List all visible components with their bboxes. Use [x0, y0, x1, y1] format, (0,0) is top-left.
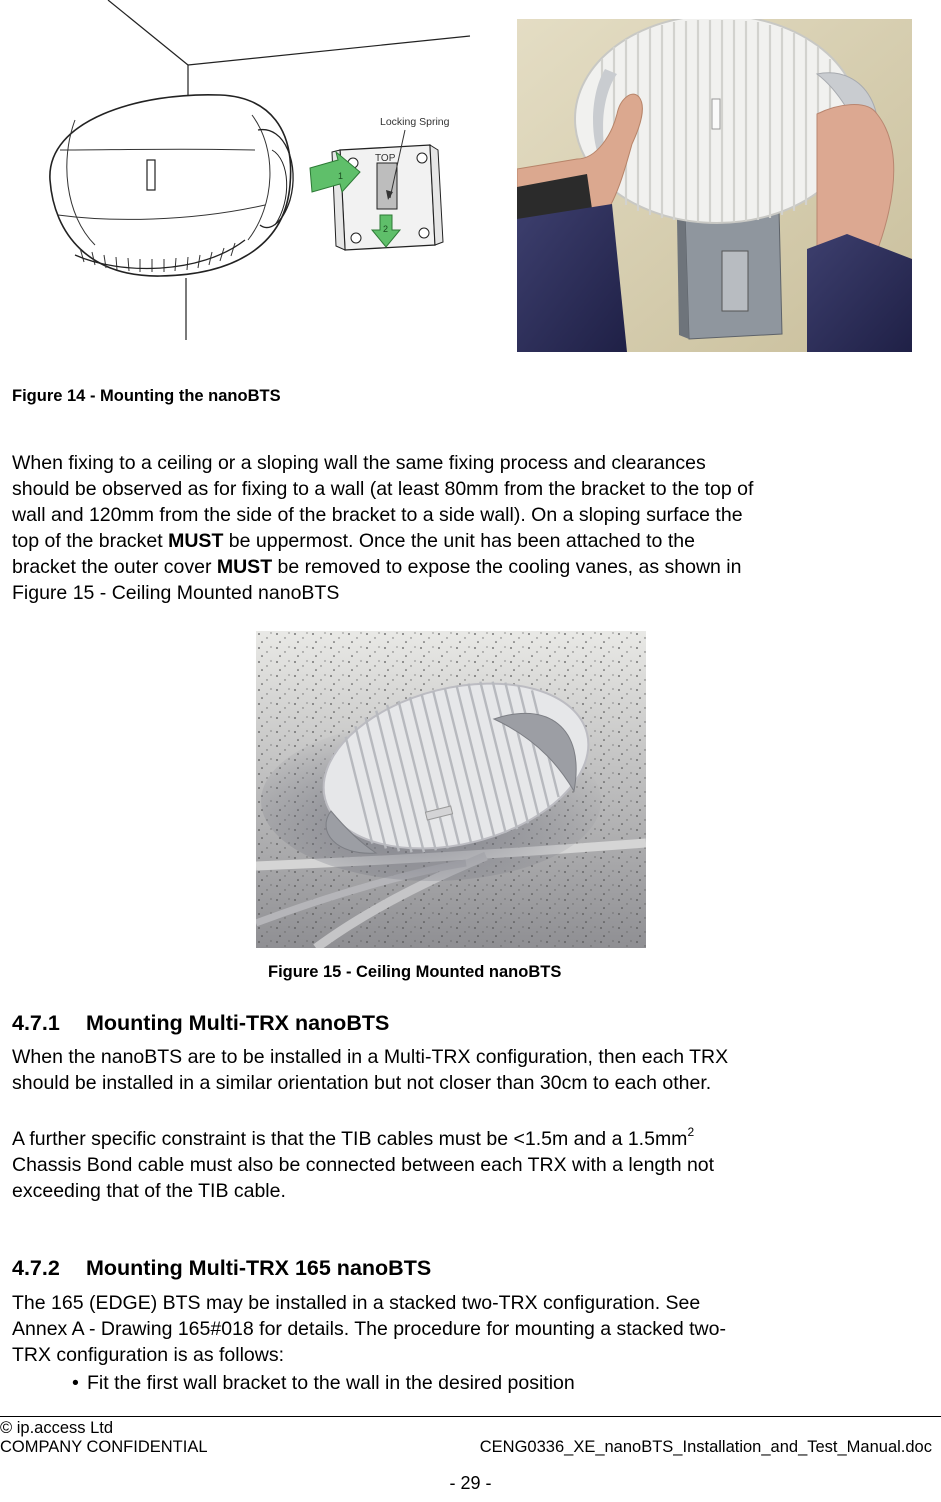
- figure-15-photo: [256, 631, 646, 948]
- figure-15-reference[interactable]: Figure 15 - Ceiling Mounted nanoBTS: [12, 582, 340, 604]
- paragraph-line: When the nanoBTS are to be installed in a Multi-TRX configuration, then each TRX: [12, 1046, 729, 1068]
- top-label: TOP: [375, 153, 396, 164]
- paragraph-line: The 165 (EDGE) BTS may be installed in a stacked two-TRX configuration. See: [12, 1292, 701, 1314]
- list-item: [12, 1370, 912, 1396]
- paragraph-line: wall and 120mm from the side of the bracket to a side wall). On a sloping surface the: [12, 504, 743, 526]
- footer-confidential: COMPANY CONFIDENTIAL: [0, 1438, 208, 1456]
- section-title: Mounting Multi-TRX 165 nanoBTS: [86, 1256, 432, 1280]
- figure-14-drawing: [20, 0, 480, 345]
- arrow-2-label: 2: [383, 224, 389, 234]
- paragraph-line: should be observed as for fixing to a wall (at least 80mm from the bracket to the top of: [12, 478, 754, 500]
- text-run: be uppermost. Once the unit has been attached to the: [223, 530, 695, 552]
- paragraph-line: [12, 554, 912, 580]
- paragraph-multi-trx: [12, 1044, 912, 1096]
- figure-14-photo: [517, 19, 912, 352]
- paragraph-line: TRX configuration is as follows:: [12, 1344, 285, 1366]
- section-number: 4.7.1: [12, 1011, 60, 1035]
- bullet-icon: •: [72, 1372, 79, 1394]
- paragraph-165-stacked: [12, 1290, 912, 1368]
- paragraph-ceiling-mounting: [12, 450, 912, 606]
- arrow-1-label: 1: [338, 171, 344, 181]
- paragraph-tib-constraint: [12, 1126, 912, 1204]
- section-title: Mounting Multi-TRX nanoBTS: [86, 1011, 390, 1035]
- paragraph-line: should be installed in a similar orientation but not closer than 30cm to each other.: [12, 1072, 712, 1094]
- figure-15-caption: Figure 15 - Ceiling Mounted nanoBTS: [268, 963, 562, 981]
- text-run: be removed to expose the cooling vanes, as shown in: [272, 556, 742, 578]
- text-run: top of the bracket: [12, 530, 169, 552]
- section-heading-4-7-1: [12, 1011, 389, 1036]
- bullet-list: [12, 1370, 912, 1396]
- paragraph-line: When fixing to a ceiling or a sloping wall the same fixing process and clearances: [12, 452, 706, 474]
- footer-divider: [0, 1416, 941, 1417]
- paragraph-line: [12, 1126, 912, 1152]
- emphasis-must: MUST: [168, 530, 224, 552]
- emphasis-must: MUST: [216, 556, 273, 578]
- text-run: bracket the outer cover: [12, 556, 217, 578]
- footer-copyright: © ip.access Ltd: [0, 1419, 114, 1437]
- section-heading-4-7-2: [12, 1256, 431, 1281]
- section-number: 4.7.2: [12, 1256, 60, 1280]
- paragraph-line: exceeding that of the TIB cable.: [12, 1180, 286, 1202]
- page-number: - 29 -: [449, 1473, 492, 1493]
- text-run: A further specific constraint is that the TIB cables must be <1.5m and a 1.5mm: [12, 1128, 688, 1150]
- footer-filename: CENG0336_XE_nanoBTS_Installation_and_Test_Manual.doc: [479, 1438, 932, 1456]
- superscript: 2: [687, 1125, 695, 1139]
- list-item-text: Fit the first wall bracket to the wall in the desired position: [87, 1372, 575, 1394]
- figure-14-caption: Figure 14 - Mounting the nanoBTS: [12, 387, 281, 405]
- annex-reference: Annex A - Drawing 165#018 for details. The procedure for mounting a stacked two-: [12, 1318, 726, 1340]
- paragraph-line: [12, 528, 912, 554]
- paragraph-line: Chassis Bond cable must also be connected between each TRX with a length not: [12, 1154, 715, 1176]
- locking-spring-label: Locking Spring: [380, 116, 450, 128]
